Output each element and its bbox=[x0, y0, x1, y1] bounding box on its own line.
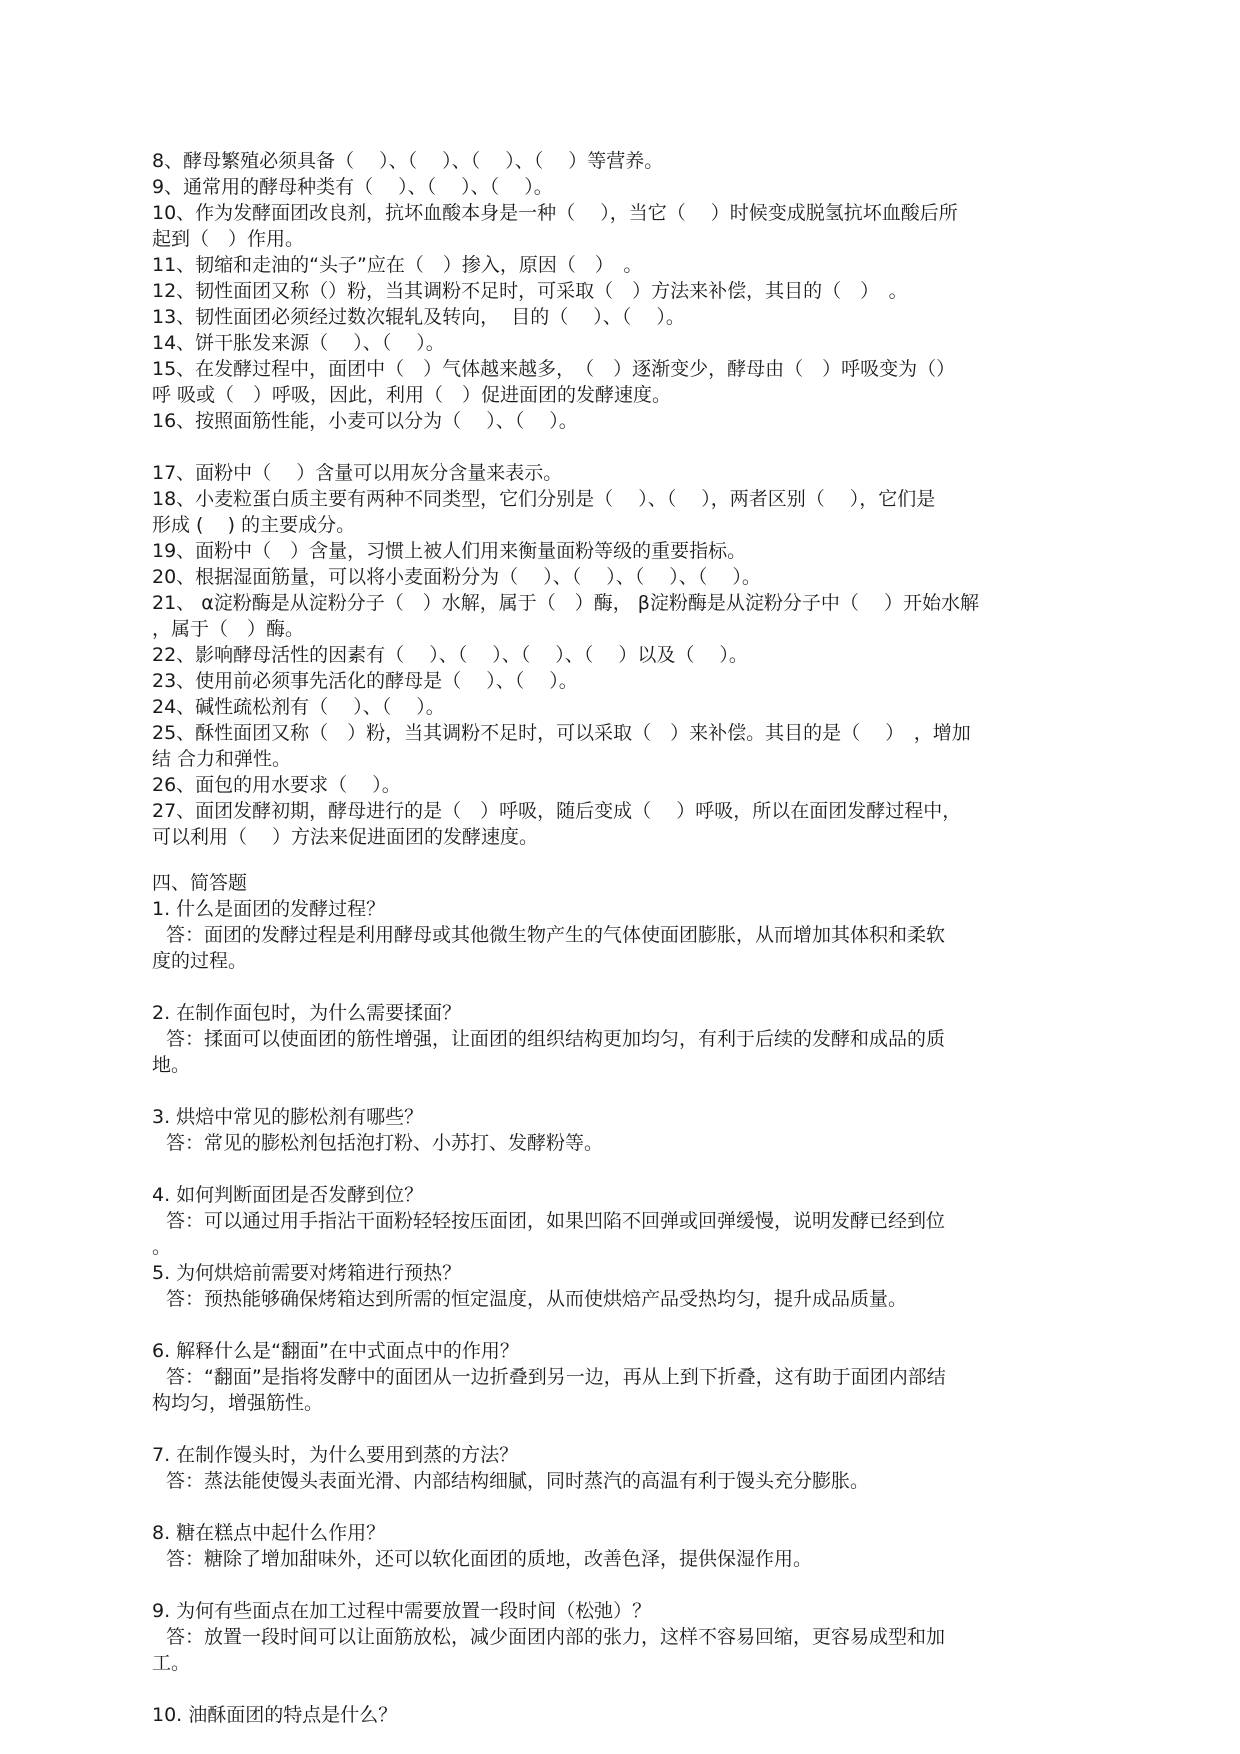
fill-line: 16、按照面筋性能，小麦可以分为（ ）、（ ）。 bbox=[152, 410, 578, 432]
fill-line: 14、饼干胀发来源（ ）、（ ）。 bbox=[152, 332, 445, 354]
fill-line: 10、作为发酵面团改良剂，抗坏血酸本身是一种（ ），当它（ ）时候变成脱氢抗坏血酸后所 bbox=[152, 202, 958, 224]
question: 3. 烘焙中常见的膨松剂有哪些？ bbox=[152, 1106, 424, 1128]
qa-item bbox=[152, 1442, 1082, 1494]
qa-item bbox=[152, 1260, 1082, 1312]
fill-in-questions bbox=[152, 148, 1082, 850]
question: 2. 在制作面包时，为什么需要揉面？ bbox=[152, 1002, 462, 1024]
answer-line: 答：面团的发酵过程是利用酵母或其他微生物产生的气体使面团膨胀，从而增加其体积和柔软 bbox=[166, 924, 946, 946]
question: 4. 如何判断面团是否发酵到位？ bbox=[152, 1184, 424, 1206]
answer-line: 答：揉面可以使面团的筋性增强，让面团的组织结构更加均匀，有利于后续的发酵和成品的质 bbox=[166, 1028, 946, 1050]
spacer bbox=[152, 1572, 1082, 1598]
question: 10. 油酥面团的特点是什么？ bbox=[152, 1704, 398, 1726]
spacer bbox=[152, 1312, 1082, 1338]
fill-line: 22、影响酵母活性的因素有（ ）、（ ）、（ ）、（ ）以及（ ）。 bbox=[152, 644, 748, 666]
question: 7. 在制作馒头时，为什么要用到蒸的方法？ bbox=[152, 1444, 519, 1466]
qa-item bbox=[152, 1000, 1082, 1078]
fill-line: 12、韧性面团又称（）粉，当其调粉不足时，可采取（ ）方法来补偿，其目的（ ） 。 bbox=[152, 280, 908, 302]
answer-line: 答：“翻面”是指将发酵中的面团从一边折叠到另一边，再从上到下折叠，这有助于面团内部结 bbox=[166, 1366, 946, 1388]
fill-line: 可以利用（ ）方法来促进面团的发酵速度。 bbox=[152, 826, 539, 848]
fill-line: 起到（ ）作用。 bbox=[152, 228, 305, 250]
fill-line: 8、酵母繁殖必须具备（ ）、（ ）、（ ）、（ ）等营养。 bbox=[152, 150, 664, 172]
answer-line: 度的过程。 bbox=[152, 950, 248, 972]
question: 9. 为何有些面点在加工过程中需要放置一段时间（松弛）？ bbox=[152, 1600, 652, 1622]
fill-line: 20、根据湿面筋量，可以将小麦面粉分为（ ）、（ ）、（ ）、（ ）。 bbox=[152, 566, 761, 588]
answer-line: 答：可以通过用手指沾干面粉轻轻按压面团，如果凹陷不回弹或回弹缓慢，说明发酵已经到位 bbox=[166, 1210, 946, 1232]
spacer bbox=[152, 1156, 1082, 1182]
answer-line: 。 bbox=[152, 1236, 172, 1258]
fill-line: 9、通常用的酵母种类有（ ）、（ ）、（ ）。 bbox=[152, 176, 553, 198]
short-answer-section bbox=[152, 870, 1082, 1728]
qa-item bbox=[152, 1338, 1082, 1416]
qa-item bbox=[152, 1104, 1082, 1156]
fill-line: 15、在发酵过程中，面团中（ ）气体越来越多， （ ）逐渐变少，酵母由（ ）呼吸变为（） bbox=[152, 358, 956, 380]
qa-item bbox=[152, 896, 1082, 974]
fill-line: 24、碱性疏松剂有（ ）、（ ）。 bbox=[152, 696, 445, 718]
fill-line: 23、使用前必须事先活化的酵母是（ ）、（ ）。 bbox=[152, 670, 578, 692]
spacer bbox=[152, 1676, 1082, 1702]
spacer bbox=[152, 1416, 1082, 1442]
fill-line: 形成 ( ) 的主要成分。 bbox=[152, 514, 356, 536]
answer-line: 答：蒸法能使馒头表面光滑、内部结构细腻，同时蒸汽的高温有利于馒头充分膨胀。 bbox=[166, 1470, 870, 1492]
spacer bbox=[152, 1078, 1082, 1104]
fill-line: 27、面团发酵初期，酵母进行的是（ ）呼吸，随后变成（ ）呼吸，所以在面团发酵过程中， bbox=[152, 800, 962, 822]
qa-item bbox=[152, 1182, 1082, 1260]
answer-line: 构均匀，增强筋性。 bbox=[152, 1392, 324, 1414]
fill-line: 11、韧缩和走油的“头子”应在（ ）掺入，原因（ ） 。 bbox=[152, 254, 643, 276]
answer-line: 答：常见的膨松剂包括泡打粉、小苏打、发酵粉等。 bbox=[166, 1132, 604, 1154]
qa-item bbox=[152, 1598, 1082, 1676]
fill-line: 呼 吸或（ ）呼吸，因此，利用（ ）促进面团的发酵速度。 bbox=[152, 384, 672, 406]
fill-line: 26、面包的用水要求（ ）。 bbox=[152, 774, 401, 796]
question: 6. 解释什么是“翻面”在中式面点中的作用？ bbox=[152, 1340, 519, 1362]
fill-line: 19、面粉中（ ）含量，习惯上被人们用来衡量面粉等级的重要指标。 bbox=[152, 540, 747, 562]
spacer bbox=[152, 1494, 1082, 1520]
answer-line: 答：预热能够确保烤箱达到所需的恒定温度，从而使烘焙产品受热均匀，提升成品质量。 bbox=[166, 1288, 908, 1310]
fill-line: 13、韧性面团必须经过数次辊轧及转向， 目的（ ）、（ ）。 bbox=[152, 306, 685, 328]
answer-line: 答：糖除了增加甜味外，还可以软化面团的质地，改善色泽，提供保湿作用。 bbox=[166, 1548, 813, 1570]
answer-line: 地。 bbox=[152, 1054, 191, 1076]
question: 1. 什么是面团的发酵过程？ bbox=[152, 898, 386, 920]
fill-line: 17、面粉中（ ）含量可以用灰分含量来表示。 bbox=[152, 462, 563, 484]
fill-line: 18、小麦粒蛋白质主要有两种不同类型，它们分别是（ ）、（ ），两者区别（ ），它们是 bbox=[152, 488, 936, 510]
qa-item bbox=[152, 1702, 1082, 1728]
answer-line: 工。 bbox=[152, 1652, 191, 1674]
spacer bbox=[152, 974, 1082, 1000]
qa-item bbox=[152, 1520, 1082, 1572]
answer-line: 答：放置一段时间可以让面筋放松，减少面团内部的张力，这样不容易回缩，更容易成型和加 bbox=[166, 1626, 946, 1648]
fill-line: ，属于（ ）酶。 bbox=[152, 618, 305, 640]
fill-line: 21、 α淀粉酶是从淀粉分子（ ）水解，属于（ ）酶， β淀粉酶是从淀粉分子中（ ）开始水解 bbox=[152, 592, 979, 614]
fill-line-blank bbox=[152, 434, 1082, 460]
section-title: 四、简答题 bbox=[152, 872, 248, 894]
question: 5. 为何烘焙前需要对烤箱进行预热？ bbox=[152, 1262, 462, 1284]
fill-line: 25、酥性面团又称（ ）粉，当其调粉不足时，可以采取（ ）来补偿。其目的是（ ） ，增加 bbox=[152, 722, 971, 744]
question: 8. 糖在糕点中起什么作用？ bbox=[152, 1522, 386, 1544]
fill-line: 结 合力和弹性。 bbox=[152, 748, 292, 770]
